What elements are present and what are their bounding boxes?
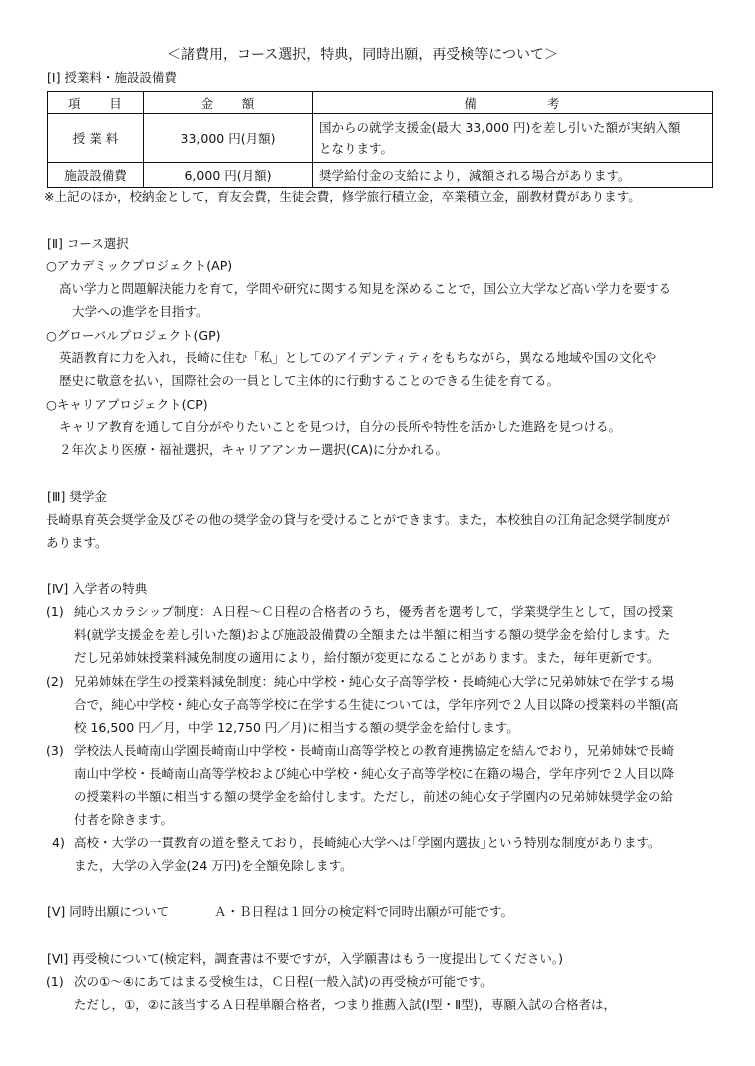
- row-item: 施設設備費: [48, 163, 144, 188]
- list-item: 付者を除きます。: [74, 812, 174, 827]
- list-item: 学校法人長崎南山学園長崎南山中学校・長崎南山高等学校との教育連携協定を結んでおり，兄弟姉妹で長崎: [74, 743, 675, 758]
- row-note-line: 国からの就学支援金(最大 33,000 円)を差し引いた額が実納入額: [319, 120, 681, 135]
- page-title: ＜諸費用，コース選択，特典，同時出願，再受検等について＞: [167, 47, 559, 63]
- list-item: だし兄弟姉妹授業料減免制度の適用により，給付額が変更になることがあります。また，毎年更新です。: [74, 650, 660, 665]
- course-gp-text: 歴史に敬意を払い，国際社会の一員として主体的に行動することのできる生徒を育てる。: [59, 373, 560, 388]
- header-note: 備 考: [313, 92, 713, 114]
- header-item: 項 目: [48, 92, 144, 114]
- header-amount: 金 額: [144, 92, 313, 114]
- list-item: ただし，①，②に該当するＡ日程単願合格者，つまり推薦入試(Ⅰ型・Ⅱ型)，専願入試の合格者は，: [74, 997, 617, 1012]
- courses-heading: [Ⅱ] コース選択: [47, 236, 129, 251]
- row-amount: 33,000 円(月額): [144, 114, 313, 163]
- scholarship-text: 長崎県育英会奨学金及びその他の奨学金の貸与を受けることができます。また，本校独自の江角記念奨学制度が: [46, 512, 671, 527]
- concurrent-heading: [Ⅴ] 同時出願について: [47, 904, 170, 919]
- list-item: 合で，純心中学校・純心女子高等学校に在学する生徒については，学年序列で２人目以降の授業料の半額(高: [74, 697, 679, 712]
- table-row: [48, 114, 713, 163]
- scholarship-heading: [Ⅲ] 奨学金: [47, 489, 107, 504]
- list-item: 兄弟姉妹在学生の授業料減免制度：純心中学校・純心女子高等学校・長崎純心大学に兄弟姉妹で在学する場: [74, 674, 675, 689]
- list-item: 料(就学支援金を差し引いた額)および施設設備費の全額または半額に相当する額の奨学金を給付します。た: [74, 627, 671, 642]
- row-note: [313, 114, 713, 163]
- list-item: また，大学の入学金(24 万円)を全額免除します。: [74, 858, 353, 873]
- fees-footnote: ※上記のほか，校納金として，育友会費，生徒会費，修学旅行積立金，卒業積立金，副教材費があります。: [44, 189, 641, 204]
- fees-table: [47, 91, 713, 188]
- course-ap-text: 大学への進学を目指す。: [72, 304, 209, 319]
- course-gp-text: 英語教育に力を入れ，長崎に住む「私」としてのアイデンティティをもちながら，異なる地域や国の文化や: [59, 350, 657, 365]
- list-item: 純心スカラシップ制度：Ａ日程～Ｃ日程の合格者のうち，優秀者を選考して，学業奨学生として，国の授業: [74, 604, 674, 619]
- fees-heading: [Ⅰ] 授業料・施設設備費: [47, 70, 177, 85]
- retake-heading: [Ⅵ] 再受検について(検定料，調査書は不要ですが，入学願書はもう一度提出してください。): [47, 951, 564, 966]
- list-item: 校 16,500 円／月，中学 12,750 円／月)に相当する額の奨学金を給付します。: [74, 720, 519, 735]
- table-row: [48, 163, 713, 188]
- course-cp-text: ２年次より医療・福祉選択，キャリアアンカー選択(CA)に分かれる。: [59, 442, 449, 457]
- scholarship-text: あります。: [46, 535, 108, 550]
- list-item: 南山中学校・長崎南山高等学校および純心中学校・純心女子高等学校に在籍の場合，学年序列で２人目以降: [74, 766, 675, 781]
- row-amount: 6,000 円(月額): [144, 163, 313, 188]
- list-item: の授業料の半額に相当する額の奨学金を給付します。ただし，前述の純心女子学園内の兄弟姉妹奨学金の給: [74, 789, 674, 804]
- benefits-heading: [Ⅳ] 入学者の特典: [47, 581, 148, 596]
- course-cp-text: キャリア教育を通して自分がやりたいことを見つけ，自分の長所や特性を活かした進路を見つける。: [59, 419, 622, 434]
- course-gp-title: ○グローバルプロジェクト(GP): [46, 328, 221, 343]
- list-item: 次の①～④にあてはまる受検生は，Ｃ日程(一般入試)の再受検が可能です。: [74, 974, 493, 989]
- course-ap-text: 高い学力と問題解決能力を育て，学問や研究に関する知見を深めることで，国公立大学など高い学力を要する: [59, 281, 672, 296]
- row-item: 授 業 料: [48, 114, 144, 163]
- concurrent-text: Ａ・Ｂ日程は１回分の検定料で同時出願が可能です。: [214, 904, 514, 919]
- course-cp-title: ○キャリアプロジェクト(CP): [46, 397, 208, 412]
- list-item-number: (2): [46, 674, 64, 689]
- row-note-line: となります。: [319, 141, 394, 156]
- list-item-number: (3): [46, 743, 64, 758]
- list-item-number: 4): [52, 835, 65, 850]
- table-header-row: [48, 92, 713, 114]
- list-item-number: (1): [46, 604, 64, 619]
- course-ap-title: ○アカデミックプロジェクト(AP): [46, 258, 233, 273]
- list-item: 高校・大学の一貫教育の道を整えており，長崎純心大学へは｢学園内選抜｣という特別な制度があります。: [74, 835, 661, 850]
- row-note: 奨学給付金の支給により，減額される場合があります。: [313, 163, 713, 188]
- list-item-number: (1): [46, 974, 64, 989]
